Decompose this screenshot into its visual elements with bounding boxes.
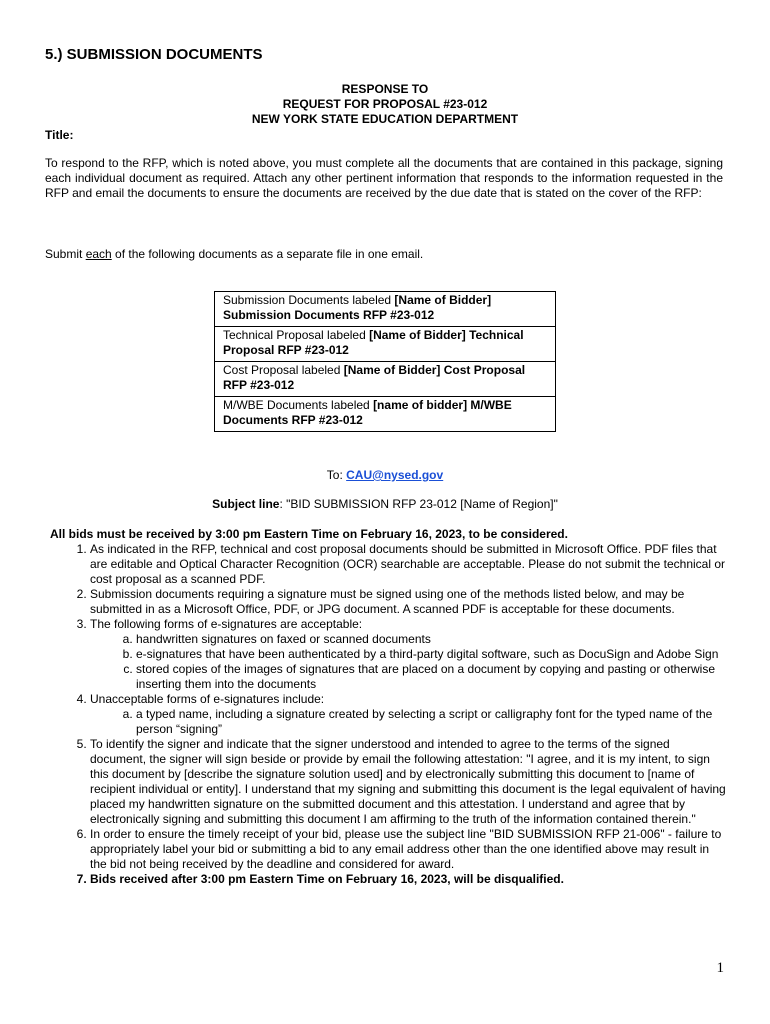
table-row	[215, 397, 556, 432]
document-cell	[215, 327, 556, 362]
sub-list-item: a. a typed name, including a signature created by selecting a script or calligraphy font for the typed name of the person “signing”	[136, 707, 726, 737]
submit-emphasis: each	[85, 247, 112, 261]
intro-paragraph: To respond to the RFP, which is noted above, you must complete all the documents that are contained in this package, signing each individual document as required. Attach any other pertinent information that responds to the information requested in the RFP and email the documents to ensure the documents are received by the due date that is stated on the cover of the RFP:	[45, 156, 723, 200]
sub-list-item: a. handwritten signatures on faxed or scanned documents	[136, 632, 726, 647]
document-cell	[215, 397, 556, 432]
documents-table	[214, 291, 556, 432]
submit-after: of the following documents as a separate file in one email.	[111, 247, 424, 261]
sub-list-item: c. stored copies of the images of signatures that are placed on a document by copying and pasting or otherwise inserting them into the documents	[136, 662, 726, 692]
document-cell	[215, 362, 556, 397]
table-row	[215, 292, 556, 327]
title-label: Title:	[45, 128, 74, 142]
subject-label: Subject line	[212, 497, 280, 511]
header-line-3: NEW YORK STATE EDUCATION DEPARTMENT	[251, 112, 519, 126]
page-number: 1	[716, 960, 724, 976]
document-label: [Name of Bidder] Cost Proposal RFP #23-012	[223, 363, 526, 392]
list-item-text: The following forms of e-signatures are acceptable:	[90, 617, 363, 631]
table-row	[215, 327, 556, 362]
response-header	[0, 82, 770, 127]
subject-line	[0, 497, 770, 511]
sub-list	[90, 707, 726, 737]
section-title: 5.) SUBMISSION DOCUMENTS	[45, 46, 263, 63]
submit-instruction	[45, 247, 423, 261]
list-item	[90, 692, 726, 737]
deadline-notice: All bids must be received by 3:00 pm Eastern Time on February 16, 2023, to be considered.	[50, 527, 568, 541]
submit-before: Submit	[45, 247, 86, 261]
subject-value: : "BID SUBMISSION RFP 23-012 [Name of Region]"	[279, 497, 558, 511]
document-label: [Name of Bidder] Technical Proposal RFP #23-012	[223, 328, 524, 357]
sub-list	[90, 632, 726, 692]
list-item-text: Unacceptable forms of e-signatures include:	[90, 692, 325, 706]
list-item: 5. To identify the signer and indicate that the signer understood and intended to agree to the terms of the signed document, the signer will sign beside or provide by email the following attestation: "I agree, and it is my intent, to sign this document by [describe the signature solution used] and by electronically submitting this document to [name of recipient individual or entity]. I understand that my signing and submitting this document is the legal equivalent of having placed my handwritten signature on the submitted document and this attestation. I understand and agree that by electronically signing and submitting this document I am affirming to the truth of the information contained therein."	[90, 737, 726, 827]
header-line-2: REQUEST FOR PROPOSAL #23-012	[282, 97, 488, 111]
table-row	[215, 362, 556, 397]
list-item	[90, 617, 726, 692]
document-cell	[215, 292, 556, 327]
list-item: 1. As indicated in the RFP, technical and cost proposal documents should be submitted in Microsoft Office. PDF files that are editable and Optical Character Recognition (OCR) searchable are acceptable. Please do not submit the technical or cost proposal as a scanned PDF.	[90, 542, 726, 587]
list-item: 7. Bids received after 3:00 pm Eastern Time on February 16, 2023, will be disqualified.	[90, 872, 726, 887]
list-item: 2. Submission documents requiring a signature must be signed using one of the methods listed below, and may be submitted in as a Microsoft Office, PDF, or JPG document. A scanned PDF is acceptable for these documents.	[90, 587, 726, 617]
document-prefix: Submission Documents labeled	[223, 293, 395, 307]
document-label: [name of bidder] M/WBE Documents RFP #23-012	[223, 398, 512, 427]
email-link[interactable]: CAU@nysed.gov	[346, 468, 444, 482]
header-line-1: RESPONSE TO	[341, 82, 429, 96]
to-label: To:	[326, 468, 347, 482]
to-line	[0, 468, 770, 482]
document-prefix: M/WBE Documents labeled	[223, 398, 374, 412]
document-prefix: Cost Proposal labeled	[223, 363, 344, 377]
list-item: 6. In order to ensure the timely receipt of your bid, please use the subject line "BID SUBMISSION RFP 21-006" - failure to appropriately label your bid or submitting a bid to any email address other than the one identified above may result in the bid not being received by the deadline and considered for award.	[90, 827, 726, 872]
document-label: [Name of Bidder] Submission Documents RFP #23-012	[223, 293, 492, 322]
rules-list	[50, 542, 726, 887]
sub-list-item: b. e-signatures that have been authenticated by a third-party digital software, such as DocuSign and Adobe Sign	[136, 647, 726, 662]
document-prefix: Technical Proposal labeled	[223, 328, 370, 342]
